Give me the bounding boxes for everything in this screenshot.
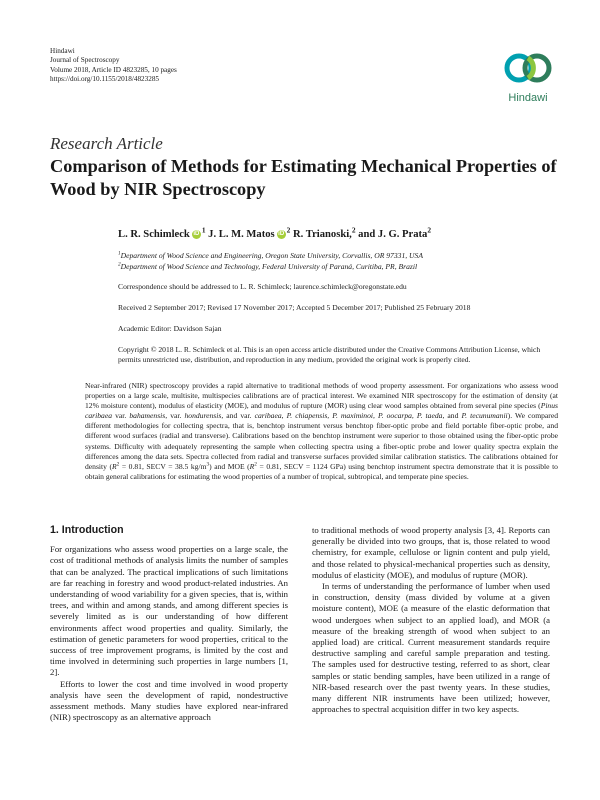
author-name: and J. G. Prata [358,229,428,240]
author-affiliation-mark: 1 [201,225,206,235]
right-column [312,525,550,715]
affiliation [118,262,558,272]
author-name: L. R. Schimleck [118,229,190,240]
journal-name: Journal of Spectroscopy [50,56,120,65]
section-heading: 1. Introduction [50,524,124,536]
logo-wordmark: Hindawi [508,92,548,104]
orcid-icon[interactable]: iD [278,231,285,238]
orcid-icon[interactable]: iD [193,231,200,238]
journal-header [50,47,177,84]
hindawi-logo-icon [497,44,559,92]
article-type: Research Article [50,134,163,153]
abstract: Near-infrared (NIR) spectroscopy provides a rapid alternative to traditional methods of wood property assessment. For organizations who assess wood properties on a large scale, multisite, multispecies calibrations are of practical interest. We examined NIR spectroscopy for the estimation of density (at 12% moisture content), modulus of elasticity (MOE), and modulus of rupture (MOR) using clear wood samples obtained from several pine species (Pinus caribaea var. bahamensis, var. hondurensis, and var. caribaea, P. chiapensis, P. maximinoi, P. oocarpa, P. taeda, and P. tecunumanii). We compared different methodologies for collecting spectra, that is, benchtop instrument versus benchtop fiber-optic probe and field portable fiber-optic probe, and different wood surfaces (radial and transverse). Calibrations based on the benchtop instrument were superior to those obtained using the fiber-optic probe systems. Difficulty with adequately representing the sample when collecting spectra using a fiber-optic probe and lower quality spectra explain the differences among the data sets. Spectra collected from radial and transverse surfaces provided similar calibration statistics. The calibrations obtained for density ($R^2 = 0.81$, SECV = 38.5 $kg/m^3$) and MOE ($R^2 = 0.81$, SECV = 1124 GPa) using benchtop instrument spectra demonstrate that it is possible to obtain general calibrations for estimating the wood properties of a number of tropical, subtropical, and temperate pine species. [85,381,558,481]
doi-link[interactable]: https://doi.org/10.1155/2018/4823285 [50,74,160,83]
affiliation-text: Department of Wood Science and Engineering, Oregon State University, Corvallis, OR 97331, USA [120,251,423,260]
affiliation-mark: 1 [118,250,121,257]
affiliation-mark: 2 [118,261,121,268]
author-affiliation-mark: 2 [351,225,356,235]
body-paragraph: For organizations who assess wood properties on a large scale, the cost of traditional methods of analysis limits the number of samples that can be analyzed. The practical implications of such limitations are far reaching in forestry and wood product-related industries. An understanding of wood variability for a given species, that is, within trees, and within and among stands, and among different species is severely limited as is our understanding of how different environments affect wood properties and quality. Similarly, the estimation of genetic parameters for wood properties, critical to the success of tree improvement programs, is limited by the cost and time involved in determining such properties in large numbers [1, 2]. [50,544,288,678]
publication-dates: Received 2 September 2017; Revised 17 November 2017; Accepted 5 December 2017; Published 25 February 2018 [118,303,471,312]
author-name: J. L. M. Matos [208,229,275,240]
affiliation [118,251,558,261]
academic-editor: Academic Editor: Davidson Sajan [118,324,222,333]
author-name: R. Trianoski, [293,229,352,240]
volume-info: Volume 2018, Article ID 4823285, 10 pages [50,65,177,74]
affiliation-text: Department of Wood Science and Technology, Federal University of Paraná, Curitiba, PR, Brazil [120,262,418,271]
body-paragraph: to traditional methods of wood property analysis [3, 4]. Reports can generally be divided into two groups, that is, those related to wood chemistry, for example, cellulose or lignin content and pulp yield, and those related to physical-mechanical properties such as density, modulus of elasticity (MOE), and modulus of rupture (MOR). [312,525,550,580]
correspondence: Correspondence should be addressed to L. R. Schimleck; laurence.schimleck@oregonstate.edu [118,282,407,291]
left-column [50,525,288,723]
author-affiliation-mark: 2 [286,225,291,235]
body-paragraph: In terms of understanding the performance of lumber when used in construction, density (mass divided by volume at a given moisture content), MOE (a measure of the elastic deformation that wood undergoes when subject to an applied load), and MOR (a measure of the breaking strength of wood when subject to an applied load) are critical. Current measurement standards require destructive sampling and careful sample preparation and testing. The samples used for destructive testing, referred to as short, clear samples or static bending samples, have been utilized in a range of NIR-based research over the past twenty years. In these studies, many different NIR instruments have been utilized; however, approaches to spectral acquisition differ in two key aspects. [312,581,550,715]
paper-title: Comparison of Methods for Estimating Mechanical Properties of Wood by NIR Spectroscopy [50,156,557,199]
publisher-name: Hindawi [50,47,75,55]
copyright-notice: Copyright © 2018 L. R. Schimleck et al. This is an open access article distributed under the Creative Commons Attribution License, which permits unrestricted use, distribution, and reproduction in any medium, provided the original work is properly cited. [118,345,541,364]
author-affiliation-mark: 2 [427,225,432,235]
author-list [118,225,432,240]
body-paragraph: Efforts to lower the cost and time involved in wood property analysis have seen the development of rapid, nondestructive assessment methods. Many studies have explored near-infrared (NIR) spectroscopy as an alternative approach [50,678,288,723]
